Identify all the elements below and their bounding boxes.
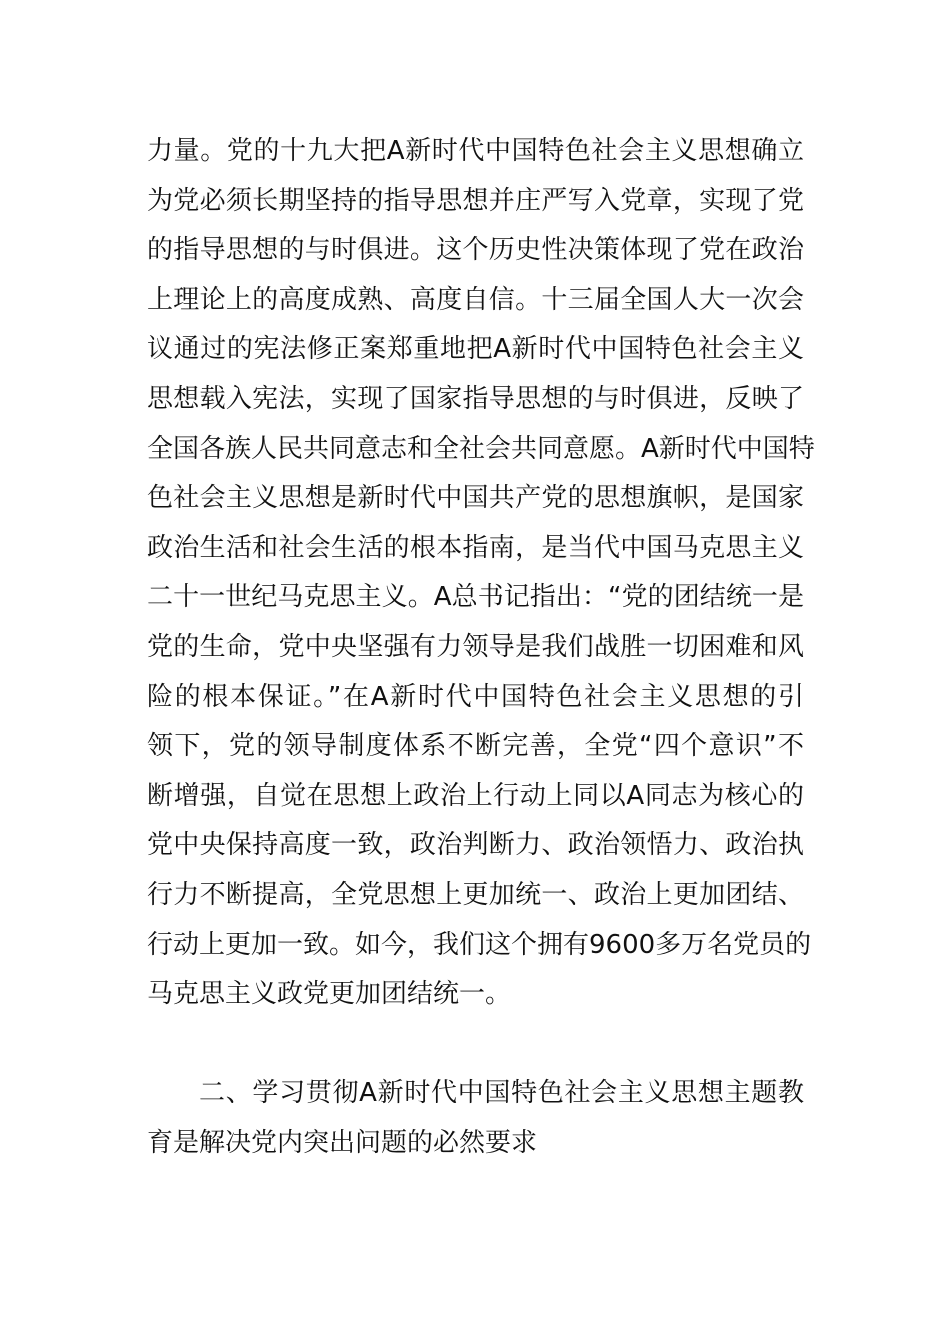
text-line: 马克思主义政党更加团结统一。 <box>147 979 512 1010</box>
text-line: 为党必须长期坚持的指导思想并庄严写入党章，实现了党 <box>147 185 804 216</box>
heading-line: 二、学习贯彻A新时代中国特色社会主义思想主题教 <box>199 1078 804 1109</box>
paragraph-gap <box>147 1020 804 1070</box>
text-line: 党中央保持高度一致，政治判断力、政治领悟力、政治执 <box>147 830 804 861</box>
body-paragraph <box>147 127 815 1020</box>
text-line: 政治生活和社会生活的根本指南，是当代中国马克思主义 <box>147 532 804 563</box>
text-line: 色社会主义思想是新时代中国共产党的思想旗帜，是国家 <box>147 483 804 514</box>
section-heading <box>147 1069 804 1168</box>
text-line: 力量。党的十九大把A新时代中国特色社会主义思想确立 <box>147 136 804 166</box>
text-line: 全国各族人民共同意志和全社会共同意愿。A新时代中国特 <box>147 433 815 464</box>
text-line: 行力不断提高，全党思想上更加统一、政治上更加团结、 <box>147 879 804 910</box>
text-line: 险的根本保证。”在A新时代中国特色社会主义思想的引 <box>147 681 804 712</box>
document-page <box>147 127 815 1168</box>
text-line: 议通过的宪法修正案郑重地把A新时代中国特色社会主义 <box>147 334 804 365</box>
text-line: 思想载入宪法，实现了国家指导思想的与时俱进，反映了 <box>147 383 804 414</box>
text-line: 二十一世纪马克思主义。A总书记指出：“党的团结统一是 <box>147 582 804 613</box>
text-line: 党的生命，党中央坚强有力领导是我们战胜一切困难和风 <box>147 631 804 662</box>
text-line: 行动上更加一致。如今，我们这个拥有9600多万名党员的 <box>147 929 812 960</box>
text-line: 断增强，自觉在思想上政治上行动上同以A同志为核心的 <box>147 780 804 811</box>
text-line: 领下，党的领导制度体系不断完善，全党“四个意识”不 <box>147 731 804 762</box>
text-line: 的指导思想的与时俱进。这个历史性决策体现了党在政治 <box>147 235 804 266</box>
heading-line: 育是解决党内突出问题的必然要求 <box>147 1127 538 1158</box>
text-line: 上理论上的高度成熟、高度自信。十三届全国人大一次会 <box>147 284 804 315</box>
